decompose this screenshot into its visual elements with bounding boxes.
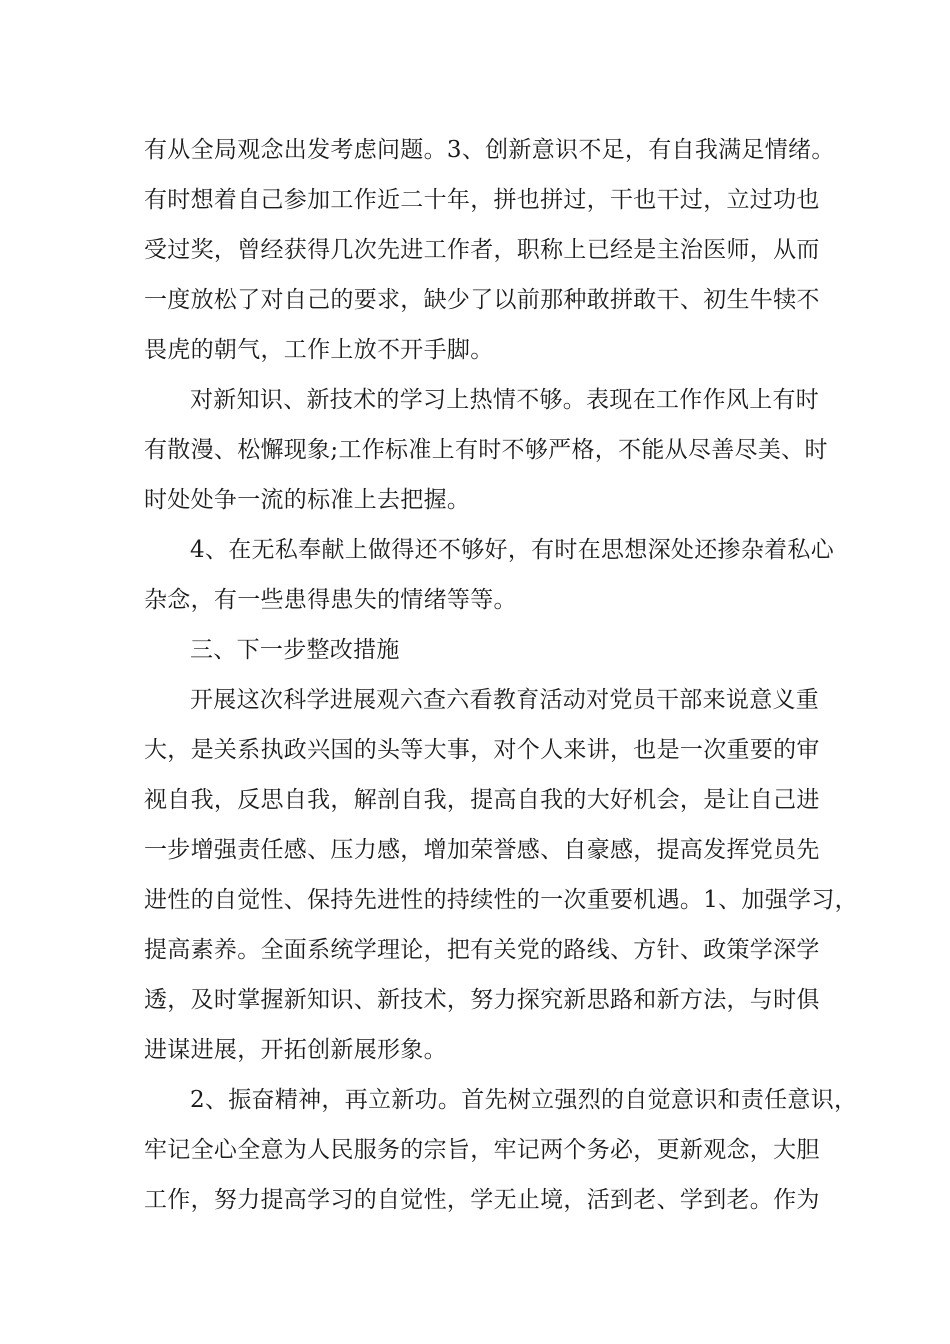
paragraph-start-line: 开展这次科学进展观六查六看教育活动对党员干部来说意义重 [190,687,820,713]
text-line: 透，及时掌握新知识、新技术，努力探究新思路和新方法，与时俱 [144,987,820,1013]
text-line: 畏虎的朝气，工作上放不开手脚。 [144,337,494,363]
text-line: 进性的自觉性、保持先进性的持续性的一次重要机遇。1、加强学习， [144,887,858,913]
text-line: 受过奖，曾经获得几次先进工作者，职称上已经是主治医师，从而 [144,237,820,263]
text-line: 大，是关系执政兴国的头等大事，对个人来讲，也是一次重要的审 [144,737,820,763]
text-line: 有散漫、松懈现象;工作标准上有时不够严格，不能从尽善尽美、时 [144,437,828,463]
text-line: 视自我，反思自我，解剖自我，提高自我的大好机会，是让自己进 [144,787,820,813]
text-line: 杂念，有一些患得患失的情绪等等。 [144,587,517,613]
text-line: 有从全局观念出发考虑问题。3、创新意识不足，有自我满足情绪。 [144,137,835,163]
text-line: 有时想着自己参加工作近二十年，拼也拼过，干也干过，立过功也 [144,187,820,213]
text-line: 一度放松了对自己的要求，缺少了以前那种敢拼敢干、初生牛犊不 [144,287,820,313]
text-line: 一步增强责任感、压力感，增加荣誉感、自豪感，提高发挥党员先 [144,837,820,863]
text-line: 工作，努力提高学习的自觉性，学无止境，活到老、学到老。作为 [144,1187,820,1213]
paragraph-start-line: 4、在无私奉献上做得还不够好，有时在思想深处还掺杂着私心 [190,537,835,563]
text-line: 牢记全心全意为人民服务的宗旨，牢记两个务必，更新观念，大胆 [144,1137,820,1163]
section-heading: 三、下一步整改措施 [190,637,400,663]
paragraph-start-line: 对新知识、新技术的学习上热情不够。表现在工作作风上有时 [190,387,820,413]
paragraph-start-line: 2、振奋精神，再立新功。首先树立强烈的自觉意识和责任意识， [190,1087,858,1113]
text-line: 时处处争一流的标准上去把握。 [144,487,471,513]
text-line: 进谋进展，开拓创新展形象。 [144,1037,447,1063]
text-line: 提高素养。全面系统学理论，把有关党的路线、方针、政策学深学 [144,937,820,963]
